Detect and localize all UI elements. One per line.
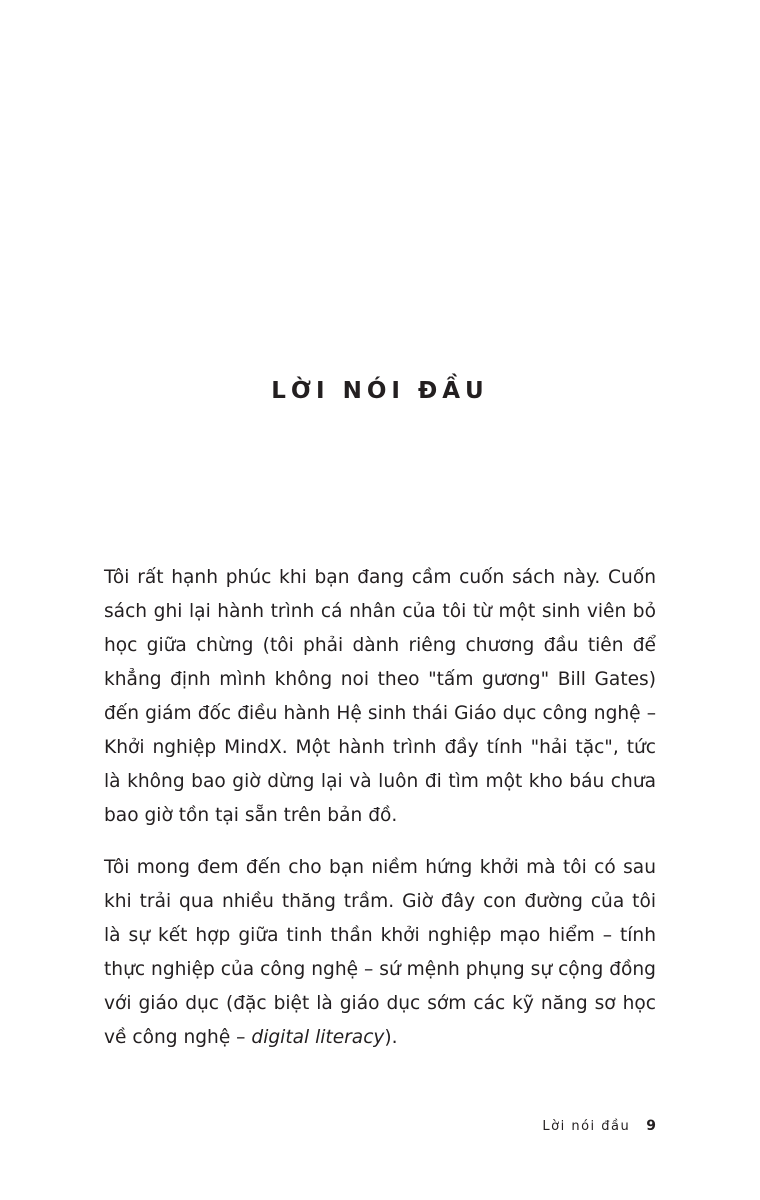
paragraph-2 — [104, 851, 656, 1055]
running-head: Lời nói đầu — [542, 1119, 631, 1134]
body-text — [104, 561, 656, 1055]
paragraph-2-text: Tôi mong đem đến cho bạn niềm hứng khởi mà tôi có sau khi trải qua nhiều thăng trầm. Giờ đây con đường của tôi là sự kết hợp giữa tinh thần khởi nghiệp mạo hiểm – tính thực nghiệp của công nghệ – sứ mệnh phụng sự cộng đồng với giáo dục (đặc biệt là giáo dục sớm các kỹ năng sơ học về công nghệ – — [104, 857, 656, 1048]
chapter-title: LỜI NÓI ĐẦU — [271, 378, 489, 404]
italic-term: digital literacy — [251, 1027, 385, 1048]
page-footer — [542, 1118, 656, 1134]
paragraph-1: Tôi rất hạnh phúc khi bạn đang cầm cuốn sách này. Cuốn sách ghi lại hành trình cá nhân của tôi từ một sinh viên bỏ học giữa chừng (tôi phải dành riêng chương đầu tiên để khẳng định mình không noi theo "tấm gương" Bill Gates) đến giám đốc điều hành Hệ sinh thái Giáo dục công nghệ – Khởi nghiệp MindX. Một hành trình đầy tính "hải tặc", tức là không bao giờ dừng lại và luôn đi tìm một kho báu chưa bao giờ tồn tại sẵn trên bản đồ. — [104, 567, 656, 826]
page-number: 9 — [646, 1118, 656, 1134]
paragraph-2-end: ). — [384, 1027, 398, 1048]
